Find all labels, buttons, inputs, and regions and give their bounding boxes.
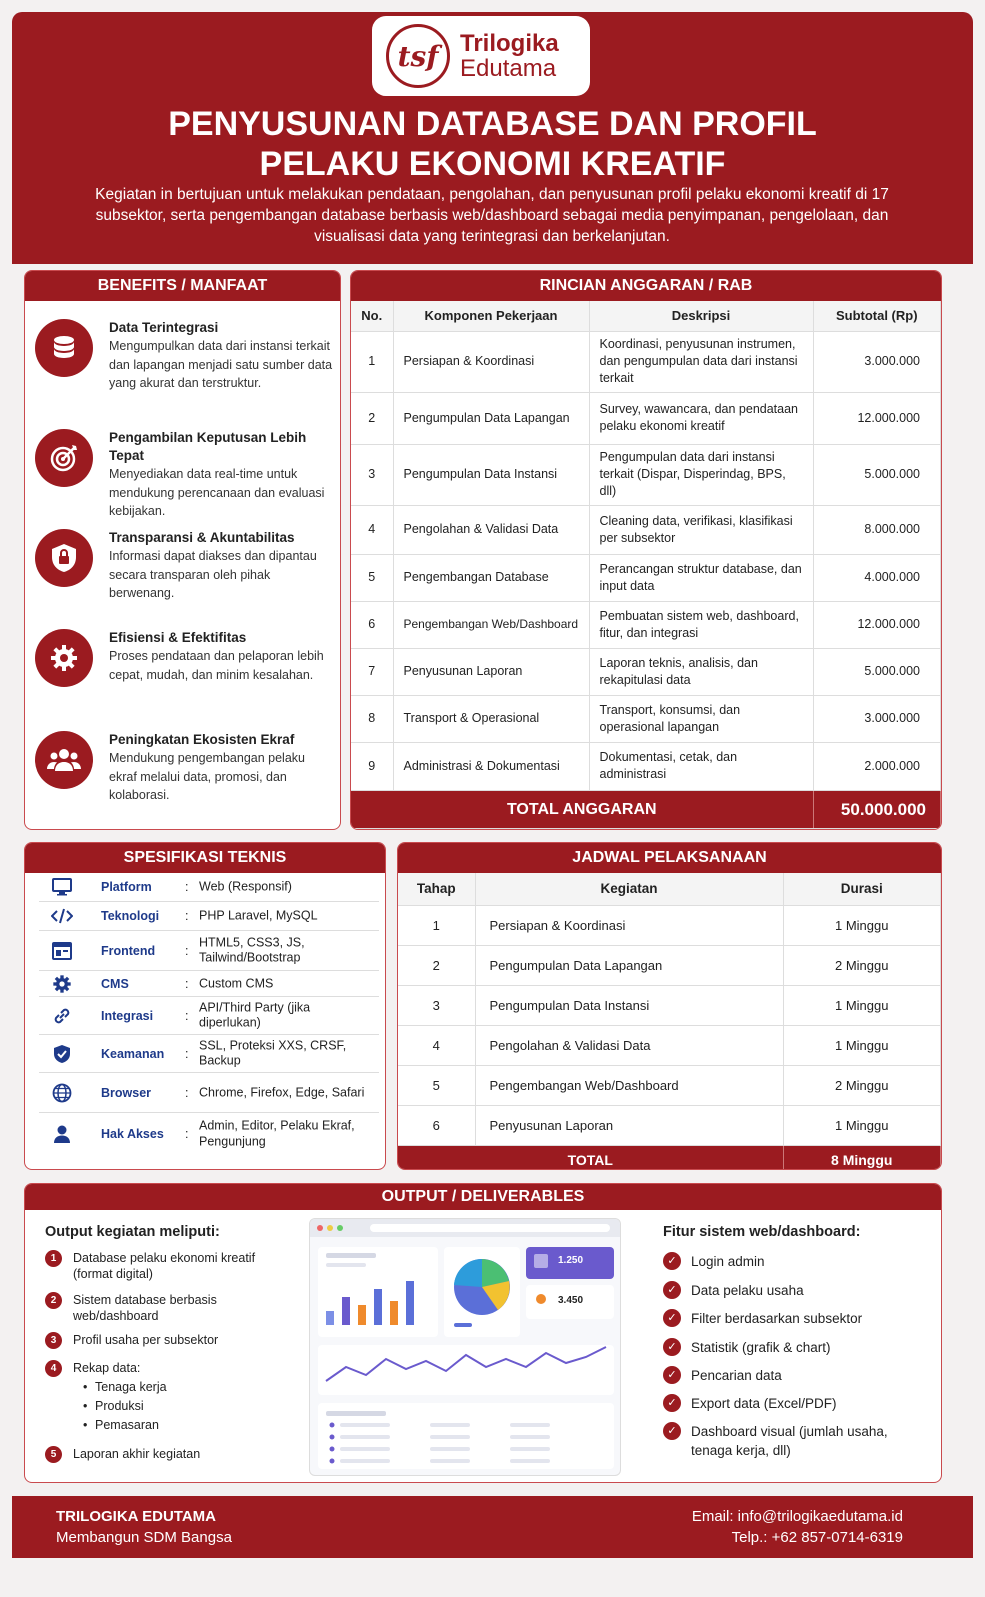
table-row	[351, 331, 941, 392]
brand-name-2: Edutama	[460, 55, 557, 82]
spec-label: Browser	[101, 1085, 152, 1100]
benefit-title: Peningkatan Ekosisten Ekraf	[109, 732, 295, 747]
spec-value: HTML5, CSS3, JS, Tailwind/Bootstrap	[199, 935, 305, 965]
budget-table	[351, 301, 941, 829]
dashboard-mockup	[309, 1218, 621, 1476]
footer	[12, 1496, 973, 1558]
cell-komponen: Pengembangan Web/Dashboard	[393, 601, 589, 648]
cell-subtotal: 8.000.000	[813, 505, 941, 554]
table-header-row	[351, 301, 941, 331]
benefit-title: Pengambilan Keputusan Lebih Tepat	[109, 430, 307, 463]
spec-row: Frontend : HTML5, CSS3, JS, Tailwind/Bootstrap	[39, 931, 379, 971]
cell-durasi: 1 Minggu	[783, 985, 941, 1025]
cell-deskripsi: Transport, konsumsi, dan operasional lapangan	[589, 695, 813, 742]
spec-label: Teknologi	[101, 909, 160, 923]
spec-value: Chrome, Firefox, Edge, Safari	[199, 1084, 365, 1099]
benefit-title: Transparansi & Akuntabilitas	[109, 530, 295, 545]
cell-durasi: 1 Minggu	[783, 905, 941, 945]
cell-subtotal: 2.000.000	[813, 742, 941, 790]
budget-heading: RINCIAN ANGGARAN / RAB	[351, 271, 941, 301]
link-icon	[51, 1005, 73, 1027]
feature-list: Fitur sistem web/dashboard: ✓ Login admin ✓ Data pelaku usaha ✓ Filter berdasarkan subsektor ✓ Statistik (grafik & chart) ✓ Pencarian data ✓ Export data (Excel/PDF) ✓ Dashboard visual (jumlah usaha, tenaga kerja, dll)	[663, 1224, 933, 1240]
column-header: Komponen Pekerjaan	[393, 301, 589, 331]
table-row	[398, 905, 941, 945]
header-banner	[12, 12, 973, 264]
check-icon: ✓	[663, 1366, 681, 1384]
cell-deskripsi: Pengumpulan data dari instansi terkait (Dispar, Disperindag, BPS, dll)	[589, 444, 813, 505]
spec-heading: SPESIFIKASI TEKNIS	[25, 843, 385, 873]
logo-mark: tsf	[386, 24, 450, 88]
cell-tahap: 1	[398, 905, 475, 945]
spec-label: Frontend	[101, 943, 156, 958]
benefits-card	[24, 270, 341, 830]
output-heading: OUTPUT / DELIVERABLES	[25, 1184, 941, 1210]
spec-label: Integrasi	[101, 1008, 154, 1023]
cell-subtotal: 12.000.000	[813, 601, 941, 648]
globe-icon	[51, 1082, 73, 1104]
cell-komponen: Pengembangan Database	[393, 554, 589, 601]
footer-company: TRILOGIKA EDUTAMA	[56, 1508, 216, 1525]
spec-row: Integrasi : API/Third Party (jika diperlukan)	[39, 997, 379, 1035]
cell-tahap: 3	[398, 985, 475, 1025]
cell-komponen: Pengumpulan Data Instansi	[393, 444, 589, 505]
total-value: 50.000.000	[813, 790, 941, 828]
gear-icon	[51, 973, 73, 995]
cell-deskripsi: Survey, wawancara, dan pendataan pelaku ekonomi kreatif	[589, 392, 813, 444]
cell-deskripsi: Perancangan struktur database, dan input data	[589, 554, 813, 601]
spec-label: Platform	[101, 880, 152, 894]
spec-row: Teknologi : PHP Laravel, MySQL	[39, 902, 379, 931]
cell-deskripsi: Cleaning data, verifikasi, klasifikasi per subsektor	[589, 505, 813, 554]
column-header: Kegiatan	[475, 873, 783, 905]
cell-kegiatan: Persiapan & Koordinasi	[475, 905, 783, 945]
cell-tahap: 6	[398, 1105, 475, 1145]
cell-durasi: 1 Minggu	[783, 1105, 941, 1145]
budget-card	[350, 270, 942, 830]
cell-no: 3	[351, 444, 393, 505]
page-title	[12, 104, 973, 184]
spec-row: Hak Akses : Admin, Editor, Pelaku Ekraf, Pengunjung	[39, 1113, 379, 1155]
schedule-heading: JADWAL PELAKSANAAN	[398, 843, 941, 873]
cell-deskripsi: Dokumentasi, cetak, dan administrasi	[589, 742, 813, 790]
title-line-2: PELAKU EKONOMI KREATIF	[259, 145, 726, 183]
spec-value: Web (Responsif)	[199, 879, 292, 894]
spec-value: API/Third Party (jika diperlukan)	[199, 1000, 311, 1030]
spec-row: Browser : Chrome, Firefox, Edge, Safari	[39, 1073, 379, 1113]
cell-no: 8	[351, 695, 393, 742]
total-row	[351, 790, 941, 828]
cell-deskripsi: Koordinasi, penyusunan instrumen, dan pengumpulan data dari instansi terkait	[589, 331, 813, 392]
total-label: TOTAL ANGGARAN	[351, 790, 813, 828]
cell-no: 7	[351, 648, 393, 695]
table-row	[398, 1105, 941, 1145]
check-icon: ✓	[663, 1338, 681, 1356]
column-header: No.	[351, 301, 393, 331]
cell-subtotal: 12.000.000	[813, 392, 941, 444]
output-card	[24, 1183, 942, 1483]
cell-subtotal: 5.000.000	[813, 648, 941, 695]
cell-subtotal: 4.000.000	[813, 554, 941, 601]
benefit-desc: Proses pendataan dan pelaporan lebih cepat, mudah, dan minim kesalahan.	[109, 649, 324, 682]
spec-value: Custom CMS	[199, 975, 274, 990]
shield-lock-icon	[35, 529, 93, 587]
cell-tahap: 2	[398, 945, 475, 985]
table-row	[351, 695, 941, 742]
monitor-icon	[51, 876, 73, 898]
benefit-desc: Menyediakan data real-time untuk mendukung perencanaan dan evaluasi kebijakan.	[109, 467, 325, 518]
table-row	[351, 601, 941, 648]
benefits-heading: BENEFITS / MANFAAT	[25, 271, 340, 301]
spec-value: Admin, Editor, Pelaku Ekraf, Pengunjung	[199, 1118, 355, 1148]
check-icon: ✓	[663, 1394, 681, 1412]
cell-kegiatan: Penyusunan Laporan	[475, 1105, 783, 1145]
benefit-desc: Mendukung pengembangan pelaku ekraf melalui data, promosi, dan kolaborasi.	[109, 751, 305, 802]
cell-no: 5	[351, 554, 393, 601]
title-line-1: PENYUSUNAN DATABASE DAN PROFIL	[168, 105, 817, 143]
feature-list-heading: Fitur sistem web/dashboard:	[663, 1224, 861, 1240]
cell-tahap: 5	[398, 1065, 475, 1105]
benefit-desc: Mengumpulkan data dari instansi terkait dan lapangan menjadi satu sumber data yang akurat dan terstruktur.	[109, 339, 333, 390]
spec-row: CMS : Custom CMS	[39, 971, 379, 997]
footer-tagline: Membangun SDM Bangsa	[56, 1529, 232, 1546]
layout-icon	[51, 940, 73, 962]
total-value: 8 Minggu	[783, 1145, 941, 1170]
cell-komponen: Transport & Operasional	[393, 695, 589, 742]
target-icon	[35, 429, 93, 487]
cell-kegiatan: Pengumpulan Data Lapangan	[475, 945, 783, 985]
cell-deskripsi: Pembuatan sistem web, dashboard, fitur, dan integrasi	[589, 601, 813, 648]
cell-kegiatan: Pengolahan & Validasi Data	[475, 1025, 783, 1065]
rekap-item: • Tenaga kerja	[95, 1380, 167, 1394]
gear-icon	[35, 629, 93, 687]
table-row	[398, 1065, 941, 1105]
cell-komponen: Pengolahan & Validasi Data	[393, 505, 589, 554]
table-row	[351, 392, 941, 444]
cell-no: 4	[351, 505, 393, 554]
footer-phone[interactable]: Telp.: +62 857-0714-6319	[731, 1529, 903, 1546]
logo	[372, 16, 590, 96]
cell-no: 2	[351, 392, 393, 444]
column-header: Deskripsi	[589, 301, 813, 331]
footer-email[interactable]: Email: info@trilogikaedutama.id	[691, 1508, 903, 1525]
table-row	[351, 648, 941, 695]
column-header: Subtotal (Rp)	[813, 301, 941, 331]
schedule-card	[397, 842, 942, 1170]
cell-no: 6	[351, 601, 393, 648]
spec-card	[24, 842, 386, 1170]
spec-value: SSL, Proteksi XXS, CRSF, Backup	[199, 1038, 347, 1068]
table-row	[351, 444, 941, 505]
cell-kegiatan: Pengumpulan Data Instansi	[475, 985, 783, 1025]
check-icon: ✓	[663, 1309, 681, 1327]
cell-komponen: Pengumpulan Data Lapangan	[393, 392, 589, 444]
user-icon	[51, 1123, 73, 1145]
cell-no: 1	[351, 331, 393, 392]
users-icon	[35, 731, 93, 789]
benefit-desc: Informasi dapat diakses dan dipantau secara transparan oleh pihak berwenang.	[109, 549, 317, 600]
table-row	[398, 985, 941, 1025]
cell-subtotal: 3.000.000	[813, 695, 941, 742]
table-row	[398, 945, 941, 985]
check-icon: ✓	[663, 1281, 681, 1299]
page-subtitle: Kegiatan in bertujuan untuk melakukan pendataan, pengolahan, dan penyusunan profil pelaku ekonomi kreatif di 17 subsektor, serta pengembangan database berbasis web/dashboard sebagai media penyimpanan, pengelolaan, dan visualisasi data yang terintegrasi dan berkelanjutan.	[95, 186, 889, 245]
output-list: Output kegiatan meliputi: 1 Database pelaku ekonomi kreatif (format digital) 2 Sistem database berbasis web/dashboard 3 Profil usaha per subsektor 4 Rekap data: • Tenaga kerja • Produksi • Pemasaran 5 Laporan akhir kegiatan	[45, 1224, 285, 1240]
column-header: Tahap	[398, 873, 475, 905]
cell-kegiatan: Pengembangan Web/Dashboard	[475, 1065, 783, 1105]
table-row	[398, 1025, 941, 1065]
shield-icon	[51, 1043, 73, 1065]
column-header: Durasi	[783, 873, 941, 905]
spec-row: Platform : Web (Responsif)	[39, 873, 379, 902]
benefit-title: Efisiensi & Efektifitas	[109, 630, 247, 645]
table-header-row	[398, 873, 941, 905]
cell-durasi: 2 Minggu	[783, 1065, 941, 1105]
cell-komponen: Persiapan & Koordinasi	[393, 331, 589, 392]
rekap-item: • Produksi	[95, 1399, 144, 1413]
spec-label: Keamanan	[101, 1046, 165, 1061]
table-row	[351, 505, 941, 554]
rekap-item: • Pemasaran	[95, 1418, 159, 1432]
output-list-heading: Output kegiatan meliputi:	[45, 1224, 220, 1240]
cell-deskripsi: Laporan teknis, analisis, dan rekapitulasi data	[589, 648, 813, 695]
cell-subtotal: 3.000.000	[813, 331, 941, 392]
spec-label: CMS	[101, 976, 129, 991]
spec-label: Hak Akses	[101, 1127, 164, 1141]
brand-name-1: Trilogika	[460, 29, 559, 57]
total-label: TOTAL	[398, 1145, 783, 1170]
database-icon	[35, 319, 93, 377]
benefit-title: Data Terintegrasi	[109, 320, 219, 335]
spec-row: Keamanan : SSL, Proteksi XXS, CRSF, Backup	[39, 1035, 379, 1073]
dashboard-stat-2: 3.450	[558, 1295, 584, 1306]
spec-value: PHP Laravel, MySQL	[199, 908, 318, 923]
cell-subtotal: 5.000.000	[813, 444, 941, 505]
cell-komponen: Administrasi & Dokumentasi	[393, 742, 589, 790]
table-row	[351, 554, 941, 601]
cell-durasi: 1 Minggu	[783, 1025, 941, 1065]
table-row	[351, 742, 941, 790]
cell-tahap: 4	[398, 1025, 475, 1065]
check-icon: ✓	[663, 1252, 681, 1270]
total-row	[398, 1145, 941, 1170]
cell-komponen: Penyusunan Laporan	[393, 648, 589, 695]
check-icon: ✓	[663, 1422, 681, 1440]
schedule-table	[398, 873, 941, 1170]
cell-durasi: 2 Minggu	[783, 945, 941, 985]
dashboard-stat-1: 1.250	[558, 1255, 584, 1266]
cell-no: 9	[351, 742, 393, 790]
code-icon	[51, 905, 73, 927]
